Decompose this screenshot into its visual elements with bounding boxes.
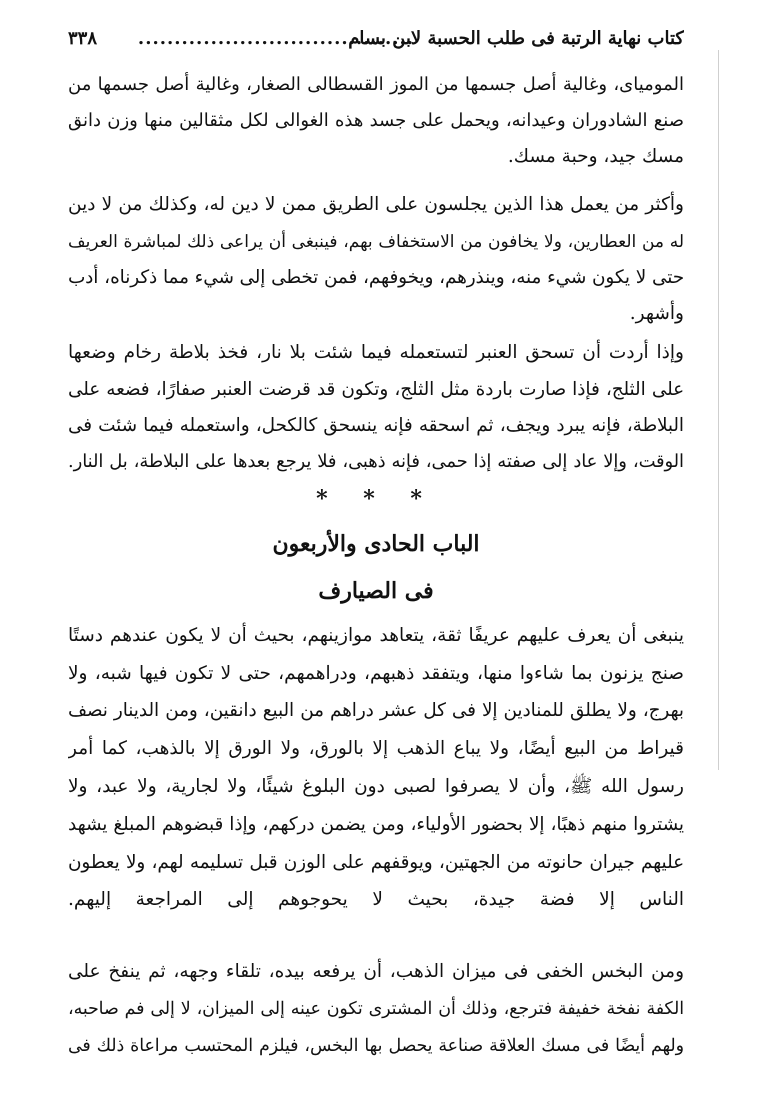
text-line: ومن البخس الخفى فى ميزان الذهب، أن يرفعه بيده، تلقاء وجهه، ثم ينفخ على [68,961,684,982]
margin-rule [718,50,719,770]
page-number: ٣٣٨ [68,28,98,49]
text-line: صنج يزنون بما شاءوا منها، ويتفقد ذهبهم، ودراهمهم، حتى لا تكون فيها شبه، ولا [68,663,684,684]
text-line: وإذا أردت أن تسحق العنبر لتستعمله فيما شئت بلا نار، فخذ بلاطة رخام وضعها [68,342,684,363]
text-line: قيراط من البيع أيضًا، ولا يباع الذهب إلا بالورق، ولا الورق إلا بالذهب، كما أمر [68,738,684,759]
header-leader-dots: ...................................... [137,28,415,49]
text-line: صنع الشادوران وعيدانه، ويحمل على جسد هذه الغوالى لكل مثقالين منها وزن دانق [68,110,684,131]
header-title: كتاب نهاية الرتبة فى طلب الحسبة لابن بسام [348,28,684,49]
text-line: وأكثر من يعمل هذا الذين يجلسون على الطريق ممن لا دين له، وكذلك من لا دين [68,194,684,215]
text-line: حتى لا يكون شيء منه، وينذرهم، ويخوفهم، فمن تخطى إلى شيء مما ذكرناه، أدب [68,267,684,288]
text-line: الوقت، وإلا عاد إلى صفته إذا حمى، فإنه ذهبى، فلا يرجع بعدها على البلاطة، بل النار. [68,452,684,472]
text-line: بهرج، ولا يطلق للمنادين إلا فى كل عشر دراهم من البيع دانقين، ومن الدينار نصف [68,700,684,721]
text-line: الكفة نفخة خفيفة فترجع، وذلك أن المشترى تكون عينه إلى الميزان، لا إلى فم صاحبه، [68,999,684,1019]
text-line: البلاطة، فإنه يبرد ويجف، ثم اسحقه فإنه ينسحق كالكحل، واستعمله فيما شئت فى [68,415,684,436]
chapter-subheading: فى الصيارف [318,578,434,604]
text-line: ينبغى أن يعرف عليهم عريفًا ثقة، يتعاهد موازينهم، بحيث أن لا يكون عندهم دستًا [68,625,684,646]
chapter-heading: الباب الحادى والأربعون [272,531,480,557]
text-line: يشتروا منهم ذهبًا، إلا بحضور الأولياء، ومن يضمن دركهم، وإذا قبضوهم المبلغ يشهد [68,814,684,835]
text-line: الناس إلا فضة جيدة، بحيث لا يحوجوهم إلى المراجعة إليهم. [68,889,684,910]
text-line: مسك جيد، وحبة مسك. [507,146,684,167]
section-divider-stars: * * * [316,486,436,512]
running-header [68,28,684,58]
text-line: عليهم جيران حانوته من الجهتين، ويوقفهم على الوزن قبل تسليمه لهم، ولا يعطون [68,852,684,873]
text-line: رسول الله ﷺ، وأن لا يصرفوا لصبى دون البلوغ شيئًا، ولا لجارية، ولا عبد، ولا [68,776,684,797]
text-line: له من العطارين، ولا يخافون من الاستخفاف بهم، فينبغى أن يراعى ذلك لمباشرة العريف [68,232,684,252]
text-line: ولهم أيضًا فى مسك العلاقة صناعة يحصل بها البخس، فيلزم المحتسب مراعاة ذلك فى [68,1036,684,1056]
text-line: المومياى، وغالية أصل جسمها من الموز القسطالى الصغار، وغالية أصل جسمها من [68,74,684,95]
text-line: وأشهر. [629,303,684,324]
text-line: على الثلج، فإذا صارت باردة مثل الثلج، وتكون قد قرضت العنبر صفارًا، فضعه على [68,379,684,400]
